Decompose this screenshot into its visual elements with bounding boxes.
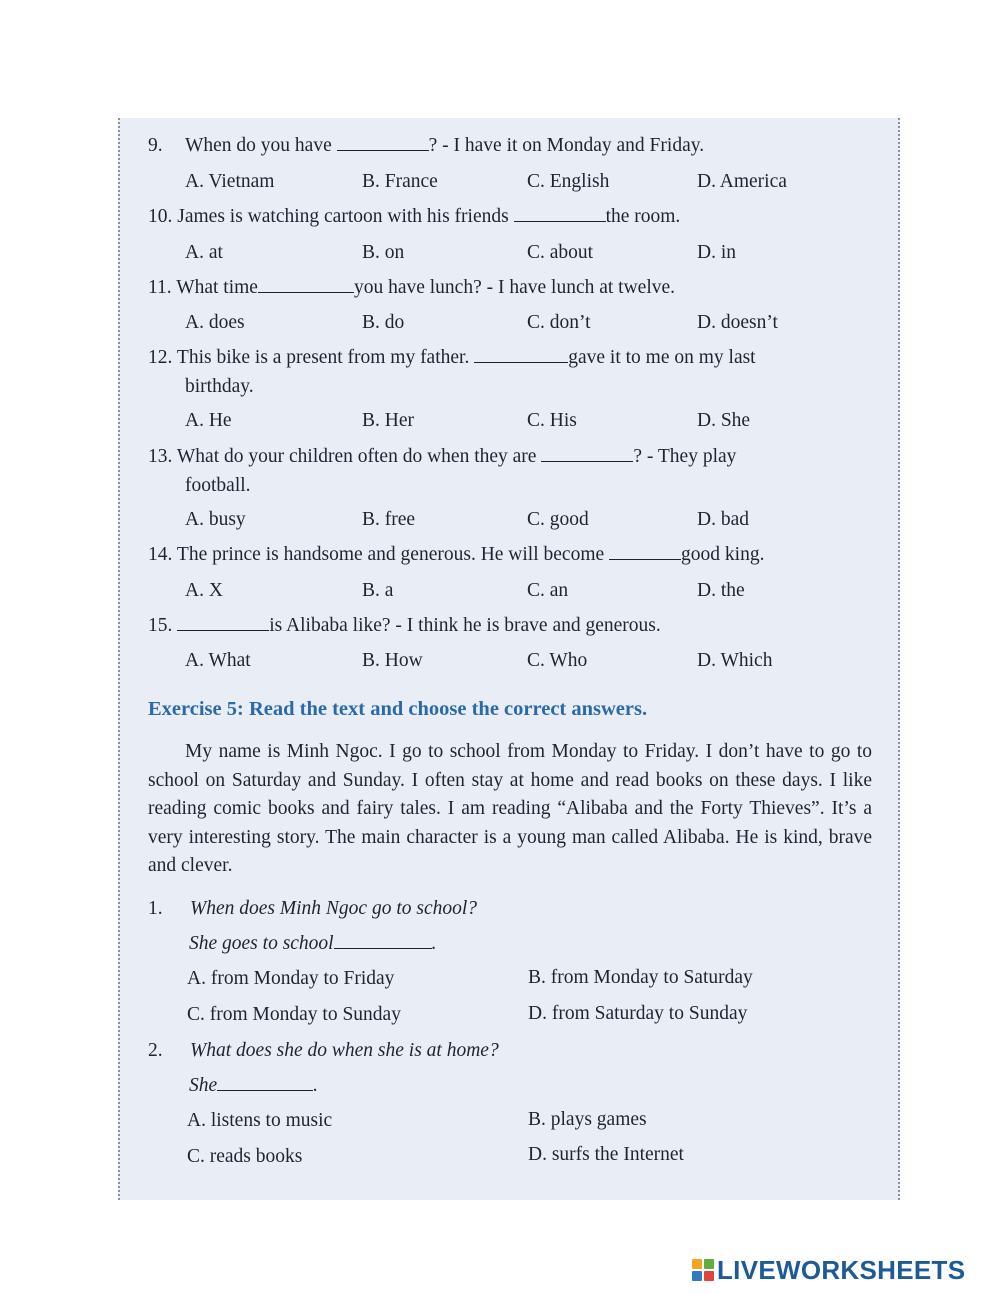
option-c[interactable]: C. English <box>527 171 610 192</box>
question-11 <box>148 276 675 300</box>
question-14 <box>148 543 764 567</box>
stem-text: She <box>189 1075 218 1096</box>
option-a[interactable]: A. listens to music <box>187 1110 333 1131</box>
question-text: the room. <box>605 206 681 227</box>
answer-blank[interactable] <box>514 205 606 222</box>
stem-end: . <box>313 1075 319 1096</box>
question-text: gave it to me on my last <box>568 347 756 368</box>
option-a[interactable]: A. X <box>185 580 223 601</box>
option-b[interactable]: B. a <box>362 580 394 601</box>
option-b[interactable]: B. plays games <box>528 1109 647 1130</box>
question-number: 9. <box>148 135 163 156</box>
option-a[interactable]: A. Vietnam <box>185 171 275 192</box>
question-text: This bike is a present from my father. <box>176 347 475 368</box>
question-number: 10. <box>148 206 173 227</box>
option-c[interactable]: C. His <box>527 410 577 431</box>
exercise-heading: Exercise 5: Read the text and choose the correct answers. <box>148 698 648 720</box>
question-text: What do your children often do when they are <box>176 446 542 467</box>
option-a[interactable]: A. What <box>185 650 251 671</box>
brand-name: LIVEWORKSHEETS <box>717 1254 966 1285</box>
answer-stem <box>189 1074 318 1098</box>
option-d[interactable]: D. the <box>697 580 745 601</box>
option-c[interactable]: C. good <box>527 509 589 530</box>
question-number: 2. <box>148 1040 163 1061</box>
question-12 <box>148 346 756 370</box>
option-d[interactable]: D. surfs the Internet <box>528 1144 684 1165</box>
question-15 <box>148 614 661 638</box>
answer-blank[interactable] <box>337 134 429 151</box>
option-b[interactable]: B. free <box>362 509 416 530</box>
option-c[interactable]: C. an <box>527 580 569 601</box>
option-a[interactable]: A. from Monday to Friday <box>187 968 395 989</box>
reading-passage: My name is Minh Ngoc. I go to school from Monday to Friday. I don’t have to go to school on Saturday and Sunday. I often stay at home and read books on these days. I like reading comic books and fairy tales. I am reading “Alibaba and the Forty Thieves”. It’s a very interesting story. The main character is a young man called Alibaba. He is kind, brave and clever. <box>148 741 872 876</box>
answer-blank[interactable] <box>609 543 681 560</box>
question-number: 1. <box>148 898 163 919</box>
stem-text: She goes to school <box>189 933 334 954</box>
option-d[interactable]: D. She <box>697 410 751 431</box>
question-13 <box>148 445 736 469</box>
question-text: When does Minh Ngoc go to school? <box>190 898 478 919</box>
option-a[interactable]: A. does <box>185 312 245 333</box>
option-c[interactable]: C. from Monday to Sunday <box>187 1004 401 1025</box>
question-9 <box>148 134 704 158</box>
reading-question-2 <box>148 1039 499 1063</box>
answer-stem <box>189 932 436 956</box>
question-text: you have lunch? - I have lunch at twelve. <box>353 277 676 298</box>
answer-blank[interactable] <box>177 614 269 631</box>
answer-blank[interactable] <box>474 346 568 363</box>
question-number: 12. <box>148 347 173 368</box>
question-text-continued: birthday. <box>185 376 254 397</box>
answer-blank[interactable] <box>217 1074 313 1091</box>
option-c[interactable]: C. Who <box>527 650 588 671</box>
question-text: ? - I have it on Monday and Friday. <box>428 135 705 156</box>
option-c[interactable]: C. about <box>527 242 594 263</box>
question-number: 14. <box>148 544 173 565</box>
option-a[interactable]: A. He <box>185 410 232 431</box>
question-text: ? - They play <box>633 446 737 467</box>
question-text: What does she do when she is at home? <box>190 1040 499 1061</box>
option-d[interactable]: D. bad <box>697 509 749 530</box>
question-text-continued: football. <box>185 475 251 496</box>
option-d[interactable]: D. Which <box>697 650 773 671</box>
logo-grid-icon <box>692 1259 714 1281</box>
answer-blank[interactable] <box>541 445 633 462</box>
stem-end: . <box>431 933 437 954</box>
option-b[interactable]: B. do <box>362 312 405 333</box>
question-text: good king. <box>681 544 765 565</box>
option-c[interactable]: C. reads books <box>187 1146 303 1167</box>
reading-question-1 <box>148 897 477 921</box>
question-number: 15. <box>148 615 173 636</box>
option-c[interactable]: C. don’t <box>527 312 591 333</box>
question-text: What time <box>176 277 258 298</box>
answer-blank[interactable] <box>258 276 354 293</box>
option-b[interactable]: B. from Monday to Saturday <box>528 967 753 988</box>
option-d[interactable]: D. America <box>697 171 787 192</box>
answer-blank[interactable] <box>334 932 432 949</box>
question-number: 13. <box>148 446 173 467</box>
question-10 <box>148 205 680 229</box>
option-d[interactable]: D. in <box>697 242 736 263</box>
option-d[interactable]: D. from Saturday to Sunday <box>528 1003 748 1024</box>
option-a[interactable]: A. busy <box>185 509 246 530</box>
question-number: 11. <box>148 277 172 298</box>
question-text: is Alibaba like? - I think he is brave and generous. <box>269 615 661 636</box>
option-b[interactable]: B. Her <box>362 410 414 431</box>
option-b[interactable]: B. How <box>362 650 423 671</box>
option-d[interactable]: D. doesn’t <box>697 312 778 333</box>
option-b[interactable]: B. France <box>362 171 438 192</box>
question-text: When do you have <box>185 135 337 156</box>
liveworksheets-logo <box>692 1256 965 1284</box>
option-a[interactable]: A. at <box>185 242 223 263</box>
question-text: James is watching cartoon with his friends <box>177 206 514 227</box>
question-text: The prince is handsome and generous. He will become <box>176 544 610 565</box>
option-b[interactable]: B. on <box>362 242 405 263</box>
